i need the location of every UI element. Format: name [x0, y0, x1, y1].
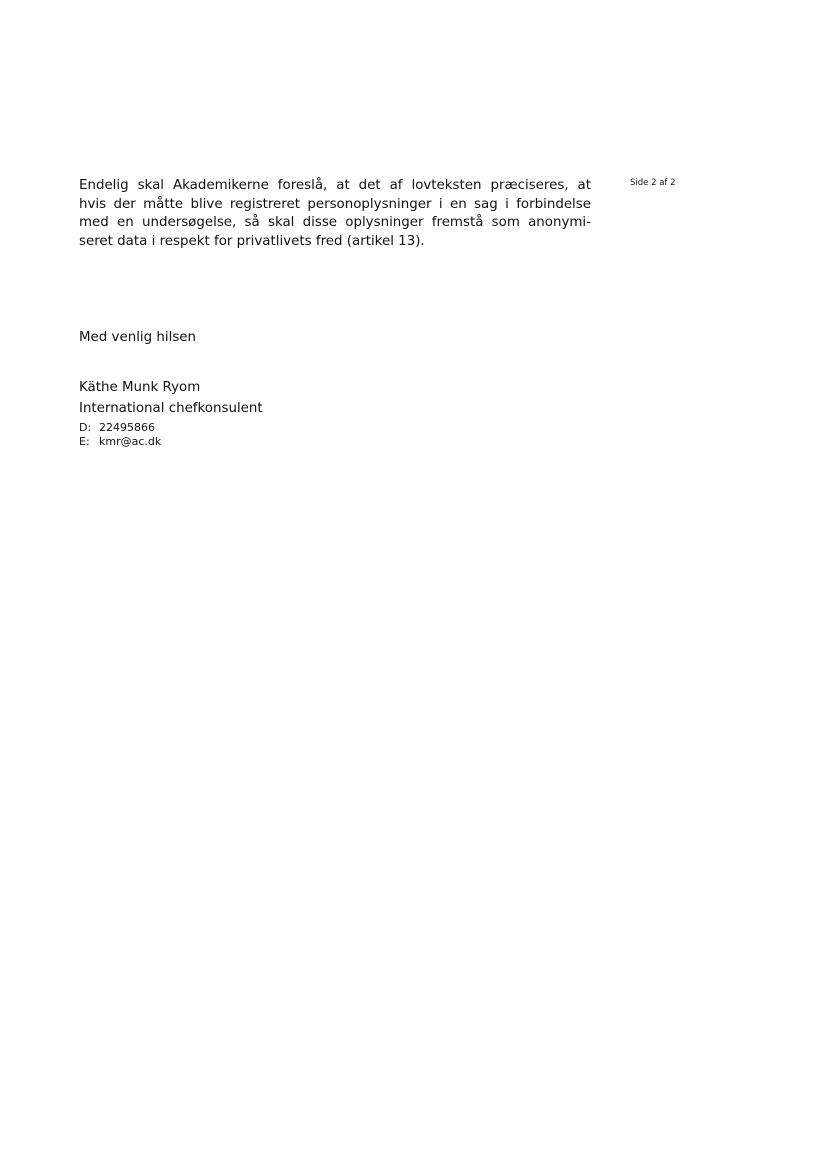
body-paragraph: [79, 177, 591, 251]
paragraph-line: hvis der måtte blive registreret personoplysninger i en sag i forbindelse: [79, 196, 591, 212]
paragraph-line: med en undersøgelse, så skal disse oplysninger fremstå som anonymi-: [79, 215, 591, 230]
signature-title: International chefkonsulent: [79, 401, 263, 416]
closing-greeting: Med venlig hilsen: [79, 330, 197, 345]
page-number: Side 2 af 2: [630, 178, 676, 188]
contact-email: [79, 435, 161, 449]
email-address: kmr@ac.dk: [99, 435, 162, 448]
paragraph-line: seret data i respekt for privatlivets fred (artikel 13).: [79, 233, 425, 249]
paragraph-line: Endelig skal Akademikerne foreslå, at det af lovteksten præciseres, at: [79, 178, 591, 193]
signature-name: Käthe Munk Ryom: [79, 380, 201, 395]
phone-label: D:: [79, 421, 92, 434]
email-label: E:: [79, 435, 90, 448]
contact-phone: [79, 421, 155, 435]
phone-number: 22495866: [99, 421, 155, 434]
